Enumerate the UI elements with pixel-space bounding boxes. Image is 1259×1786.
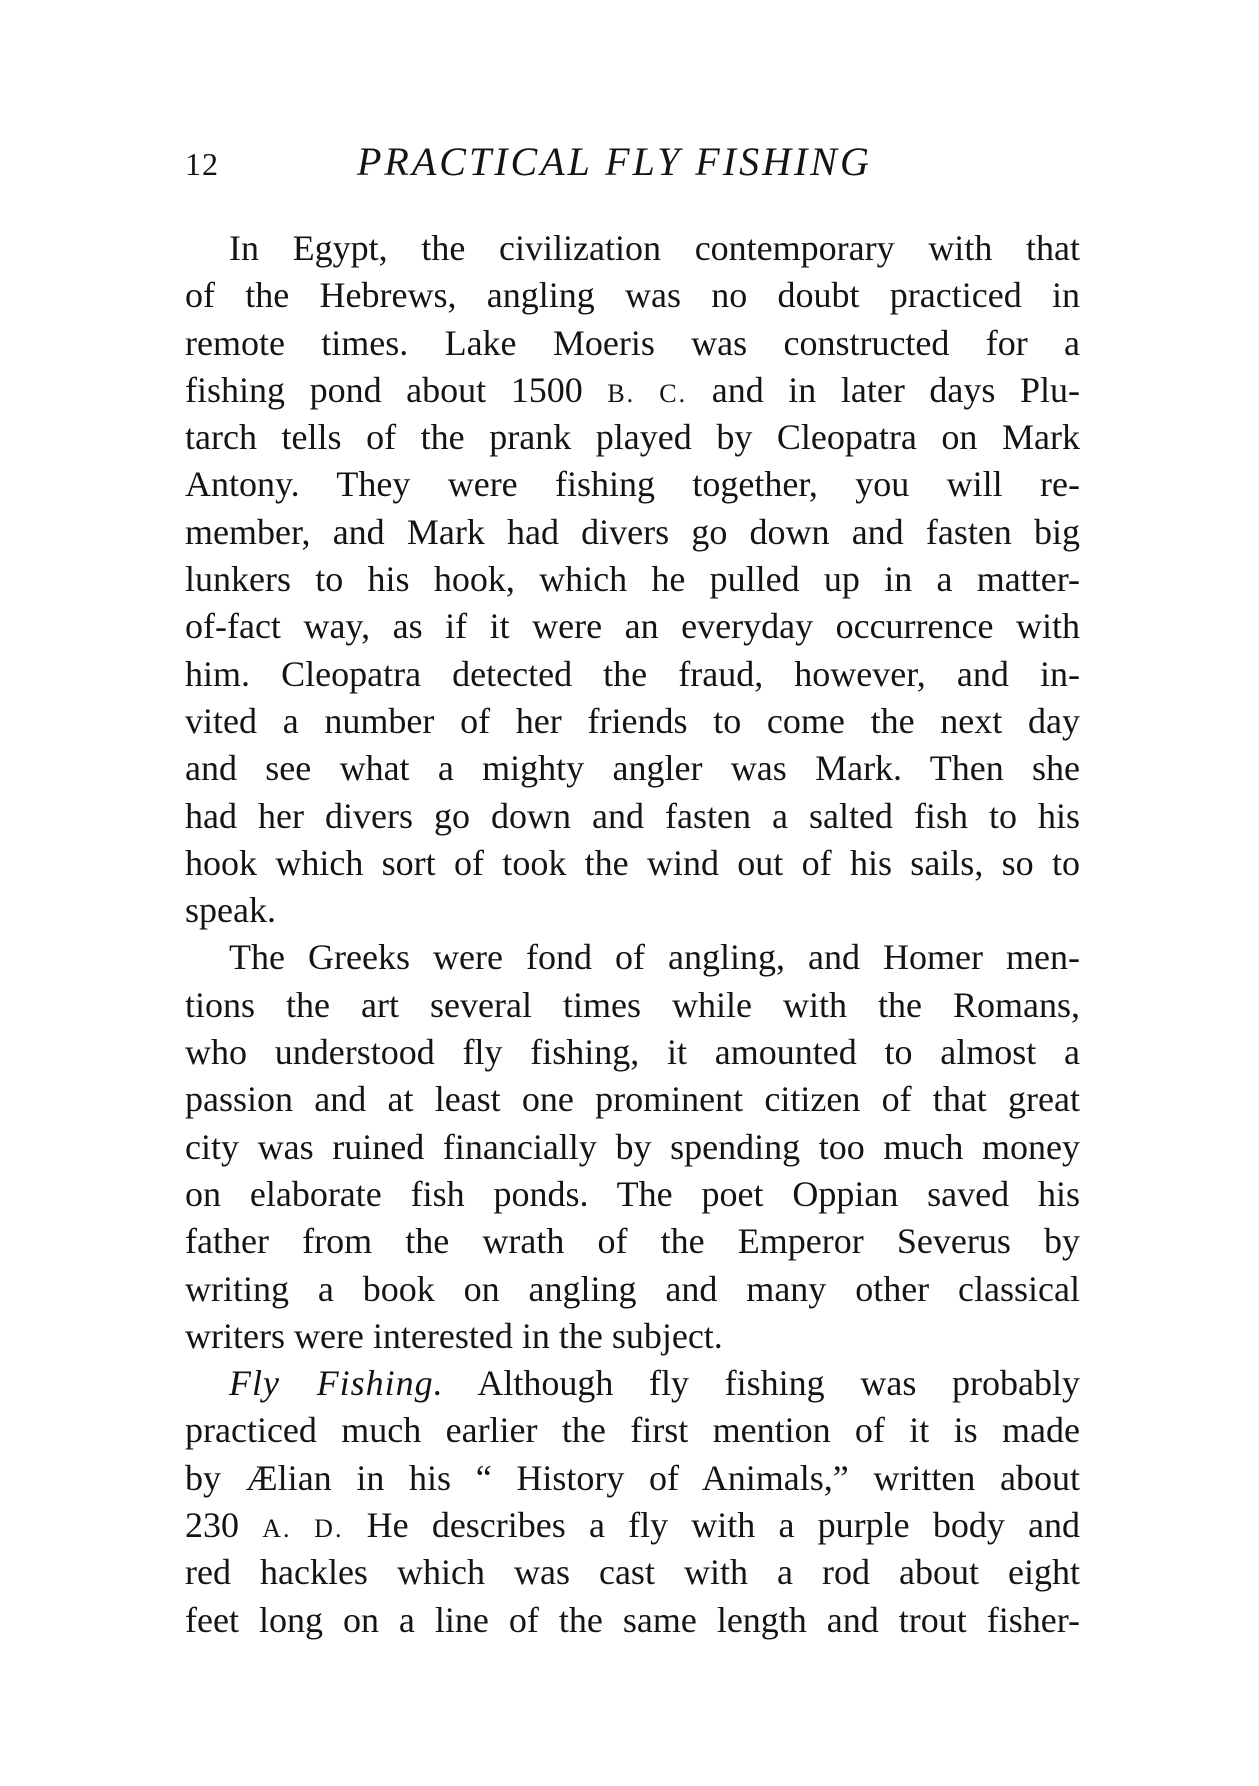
text-line: city was ruined financially by spending too much money: [185, 1126, 1080, 1167]
text-segment: He describes a fly with a purple body and: [343, 1505, 1080, 1546]
text-line: The Greeks were fond of angling, and Homer men-: [229, 937, 1080, 978]
text-line: red hackles which was cast with a rod about eight: [185, 1552, 1080, 1593]
text-segment: 230: [185, 1505, 263, 1546]
small-caps-abbreviation: B. C.: [607, 378, 688, 408]
text-line: [185, 1360, 1080, 1407]
text-line: had her divers go down and fasten a salted fish to his: [185, 795, 1080, 836]
text-line: him. Cleopatra detected the fraud, however, and in-: [185, 653, 1080, 694]
text-line: who understood fly fishing, it amounted to almost a: [185, 1032, 1080, 1073]
running-head: [185, 138, 1085, 188]
text-line: of the Hebrews, angling was no doubt practiced in: [185, 275, 1080, 316]
running-title: PRACTICAL FLY FISHING: [357, 139, 872, 184]
page-number: 12: [185, 146, 219, 182]
text-line: writing a book on angling and many other classical: [185, 1268, 1080, 1309]
text-line: passion and at least one prominent citizen of that great: [185, 1079, 1080, 1120]
text-line: father from the wrath of the Emperor Severus by: [185, 1221, 1080, 1262]
text-segment: and in later days Plu-: [687, 369, 1080, 410]
text-line: member, and Mark had divers go down and fasten big: [185, 511, 1080, 552]
paragraph: [185, 225, 1080, 934]
text-line: remote times. Lake Moeris was constructed for a: [185, 322, 1080, 363]
text-line: tions the art several times while with the Romans,: [185, 984, 1080, 1025]
text-line: by Ælian in his “ History of Animals,” written about: [185, 1457, 1080, 1498]
text-line: [185, 367, 1080, 414]
text-line: practiced much earlier the first mention of it is made: [185, 1410, 1080, 1451]
text-line: on elaborate fish ponds. The poet Oppian saved his: [185, 1173, 1080, 1214]
text-line: and see what a mighty angler was Mark. Then she: [185, 748, 1080, 789]
paragraph: [185, 934, 1080, 1360]
section-run-in-heading: Fly Fishing.: [229, 1363, 444, 1404]
small-caps-abbreviation: A. D.: [262, 1514, 344, 1544]
text-line: [185, 1502, 1080, 1549]
text-line: writers were interested in the subject.: [185, 1315, 723, 1356]
body-text: [185, 225, 1080, 1644]
text-segment: Although fly fishing was probably: [443, 1363, 1080, 1404]
text-segment: fishing pond about 1500: [185, 369, 608, 410]
text-line: lunkers to his hook, which he pulled up in a matter-: [185, 559, 1080, 600]
text-line: speak.: [185, 890, 276, 931]
text-line: tarch tells of the prank played by Cleopatra on Mark: [185, 417, 1080, 458]
text-line: vited a number of her friends to come the next day: [185, 700, 1080, 741]
text-line: Antony. They were fishing together, you will re-: [185, 464, 1080, 505]
text-line: In Egypt, the civilization contemporary with that: [229, 228, 1080, 268]
text-line: of-fact way, as if it were an everyday occurrence with: [185, 606, 1080, 647]
text-line: hook which sort of took the wind out of his sails, so to: [185, 842, 1080, 883]
paragraph: [185, 1360, 1080, 1644]
text-line: feet long on a line of the same length and trout fisher-: [185, 1599, 1080, 1640]
